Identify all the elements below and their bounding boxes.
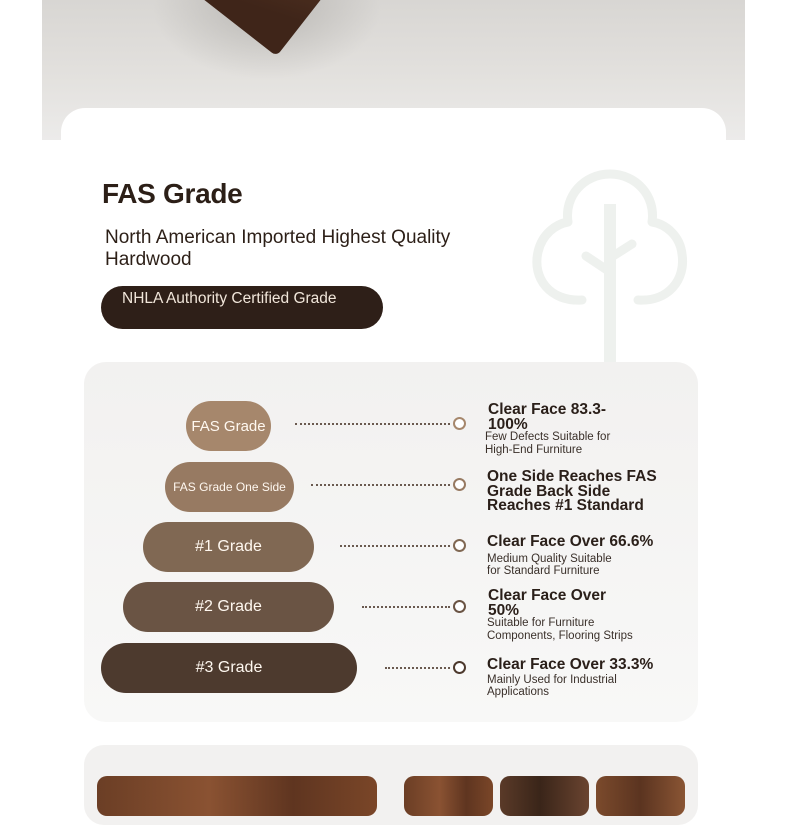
ring-marker-icon [453,417,466,430]
grade-pill: FAS Grade One Side [165,462,294,512]
grade-description-head: Clear Face 83.3-100% [488,401,607,433]
grade-description [487,658,667,699]
wood-sample [404,776,493,816]
grade-row-fas-one-side [0,461,790,513]
page-subtitle: North American Imported Highest Quality Hardwood [105,227,451,270]
grade-pill: FAS Grade [186,401,271,451]
grade-description-sub: Few Defects Suitable for High-End Furniture [485,431,611,456]
ring-marker-icon [453,539,466,552]
connector-dots [362,606,450,608]
connector-dots [340,545,450,547]
grade-description [485,403,635,456]
ring-marker-icon [453,600,466,613]
wood-sample [500,776,589,816]
grade-description-sub: Medium Quality Suitable for Standard Furniture [487,552,612,577]
tree-icon [520,160,700,370]
grade-row-3 [0,643,790,698]
grade-row-1 [0,521,790,577]
ring-marker-icon [453,661,466,674]
grade-description-head: Clear Face Over 33.3% [487,656,654,673]
grade-pill: #3 Grade [101,643,357,693]
page-title: FAS Grade [102,178,243,209]
grade-description-head: Clear Face Over 50% [488,587,607,619]
grade-description-head: One Side Reaches FAS Grade Back Side Reaches #1 Standard [487,468,657,514]
grade-description-sub: Suitable for Furniture Components, Flooring Strips [487,617,633,642]
wood-sample-large [97,776,377,816]
wood-sample [596,776,685,816]
grade-description [487,589,647,642]
connector-dots [295,423,450,425]
ring-marker-icon [453,478,466,491]
grade-pill: #1 Grade [143,522,314,572]
grade-description-sub: Mainly Used for Industrial Applications [487,673,617,698]
connector-dots [385,667,450,669]
grade-row-2 [0,582,790,642]
certification-badge: NHLA Authority Certified Grade [101,286,383,329]
grade-description [487,470,657,514]
grade-description [487,535,667,578]
grade-pill: #2 Grade [123,582,334,632]
grade-description-head: Clear Face Over 66.6% [487,533,654,550]
grade-row-fas [0,400,790,456]
connector-dots [311,484,450,486]
